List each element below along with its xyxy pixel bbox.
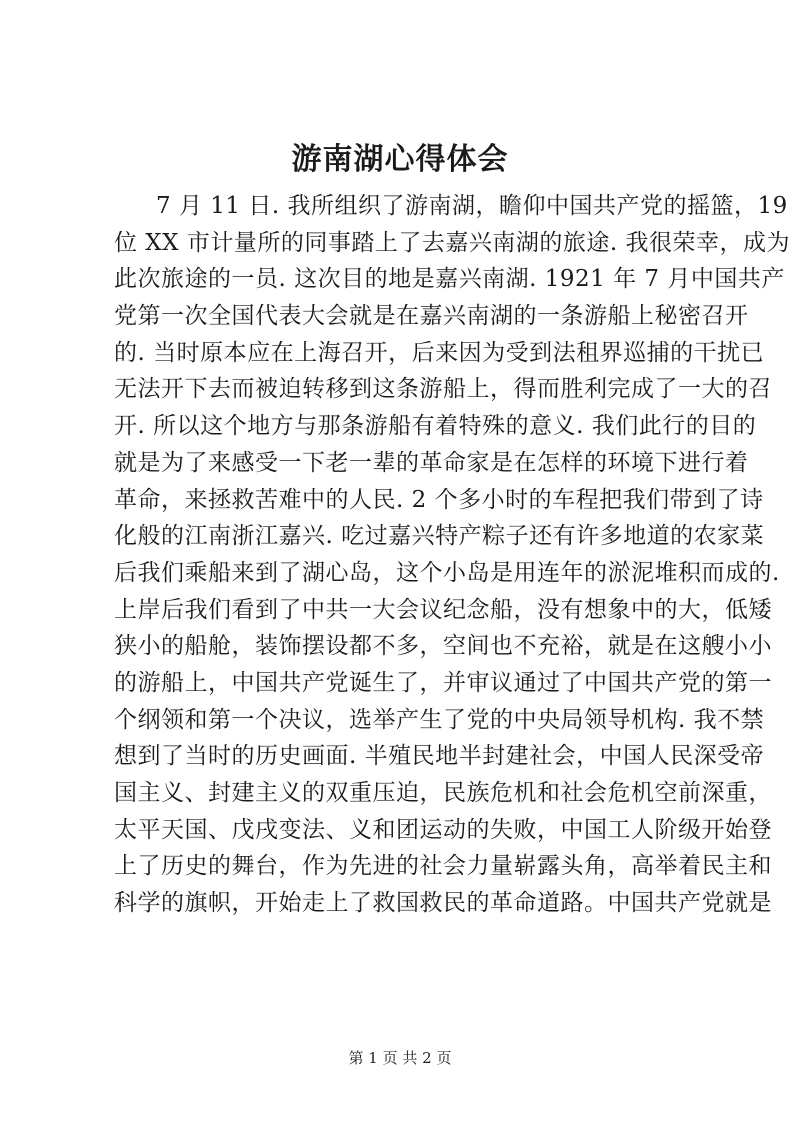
paragraph-line: 革命，来拯救苦难中的人民. 2 个多小时的车程把我们带到了诗 — [114, 486, 764, 513]
paragraph-line: 无法开下去而被迫转移到这条游船上，得而胜利完成了一大的召 — [114, 376, 772, 403]
paragraph-line: 上岸后我们看到了中共一大会议纪念船，没有想象中的大，低矮 — [114, 596, 772, 623]
paragraph-line: 狭小的船舱，装饰摆设都不多，空间也不充裕，就是在这艘小小 — [114, 633, 772, 660]
paragraph-line: 想到了当时的历史画面. 半殖民地半封建社会，中国人民深受帝 — [114, 743, 765, 770]
paragraph-line: 的. 当时原本应在上海召开，后来因为受到法租界巡捕的干扰已 — [114, 339, 765, 366]
paragraph-line: 位 XX 市计量所的同事踏上了去嘉兴南湖的旅途. 我很荣幸，成为 — [114, 229, 790, 256]
page-title: 游南湖心得体会 — [291, 142, 509, 177]
paragraph-line: 开. 所以这个地方与那条游船有着特殊的意义. 我们此行的目的 — [114, 413, 757, 440]
paragraph-line: 太平天国、戊戌变法、义和团运动的失败，中国工人阶级开始登 — [114, 816, 772, 843]
body-text — [114, 188, 790, 922]
paragraph-line: 国主义、封建主义的双重压迫，民族危机和社会危机空前深重， — [114, 780, 772, 806]
paragraph-line: 此次旅途的一员. 这次目的地是嘉兴南湖. 1921 年 7 月中国共产 — [114, 266, 785, 293]
paragraph-line: 的游船上，中国共产党诞生了，并审议通过了中国共产党的第一 — [114, 669, 772, 696]
paragraph-line: 后我们乘船来到了湖心岛，这个小岛是用连年的淤泥堆积而成的. — [114, 559, 780, 586]
paragraph-line: 化般的江南浙江嘉兴. 吃过嘉兴特产粽子还有许多地道的农家菜 — [114, 523, 765, 550]
paragraph-line: 上了历史的舞台，作为先进的社会力量崭露头角，高举着民主和 — [114, 853, 772, 880]
paragraph-line: 就是为了来感受一下老一辈的革命家是在怎样的环境下进行着 — [114, 449, 749, 476]
paragraph-line: 党第一次全国代表大会就是在嘉兴南湖的一条游船上秘密召开 — [114, 303, 749, 330]
paragraph-line: 7 月 11 日. 我所组织了游南湖，瞻仰中国共产党的摇篮，19 — [156, 193, 788, 219]
paragraph-line: 科学的旗帜，开始走上了救国救民的革命道路。中国共产党就是 — [114, 890, 772, 917]
paragraph-line: 个纲领和第一个决议，选举产生了党的中央局领导机构. 我不禁 — [114, 706, 765, 733]
page-footer: 第 1 页 共 2 页 — [348, 1049, 452, 1067]
